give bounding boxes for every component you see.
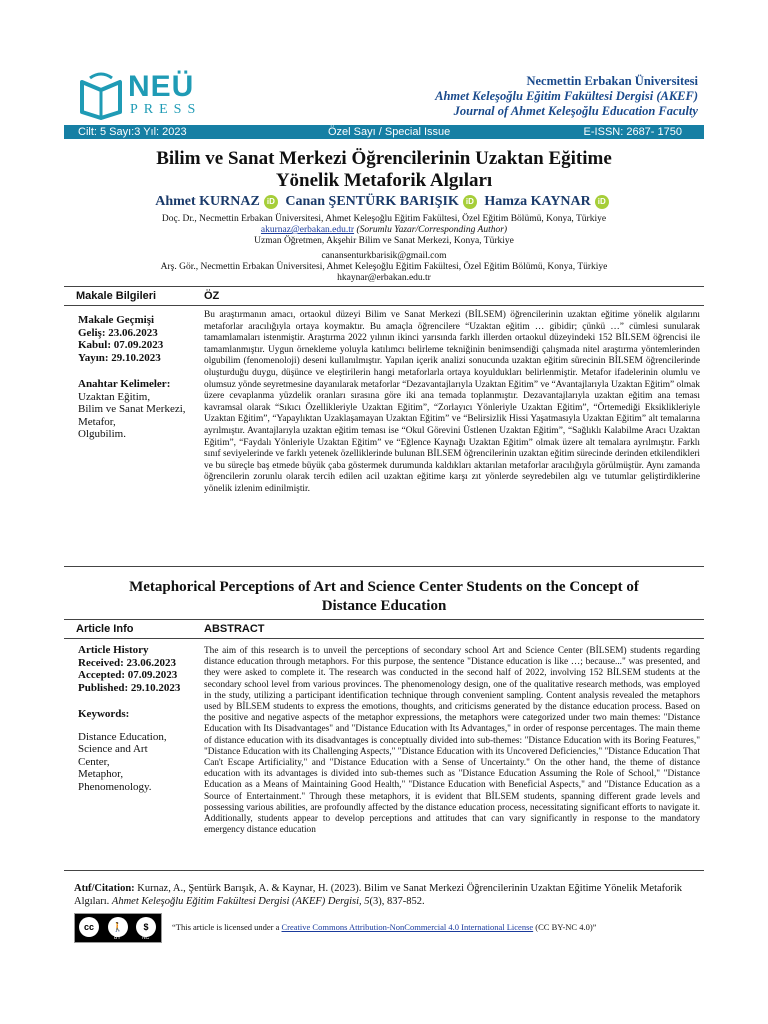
journal-info: [435, 74, 698, 119]
journal-name-en: Journal of Ahmet Keleşoğlu Education Faculty: [453, 104, 698, 118]
divider: [64, 870, 704, 871]
volume-info: Cilt: 5 Sayı:3 Yıl: 2023: [78, 126, 187, 138]
tr-keyword: Bilim ve Sanat Merkezi,: [78, 403, 186, 415]
affiliation-2: Uzman Öğretmen, Akşehir Bilim ve Sanat Merkezi, Konya, Türkiye: [254, 236, 514, 246]
affiliation-1: Doç. Dr., Necmettin Erbakan Üniversitesi, Ahmet Keleşoğlu Eğitim Fakültesi, Özel Eğitim Bölümü, Konya, Türkiye akurnaz@erbakan.edu.tr (Sorumlu Yazar/Corresponding Author) Uzman Öğretmen, Akşehir Bilim ve Sanat Merkezi, Konya, Türkiye: [64, 214, 704, 247]
tr-keyword: Uzaktan Eğitim,: [78, 390, 151, 403]
en-keyword: Phenomenology.: [78, 780, 152, 793]
person-icon: 🚶: [108, 917, 128, 937]
orcid-icon[interactable]: iD: [463, 195, 477, 209]
logo-word: NEÜ: [128, 70, 195, 103]
en-section-header: Article Info ABSTRACT: [64, 619, 704, 639]
issue-bar: [64, 125, 704, 139]
no-dollar-icon: $: [136, 917, 156, 937]
eissn: E-ISSN: 2687- 1750: [583, 126, 682, 138]
cc-license-badge[interactable]: [74, 913, 162, 943]
en-article-info: Article History Received: 23.06.2023 Accepted: 07.09.2023 Published: 29.10.2023 Keywords: Distance Education, Science and Art Center, Metaphor, Phenomenology.: [78, 644, 198, 793]
license-text: “This article is licensed under a Creative Commons Attribution-NonCommercial 4.0 International License (CC BY-NC 4.0)”: [172, 922, 597, 932]
citation: Atıf/Citation: Kurnaz, A., Şentürk Barışık, A. & Kaynar, H. (2023). Bilim ve Sanat Merkezi Öğrencilerinin Uzaktan Eğitime Yönelik Metaforik Algıları. Ahmet Keleşoğlu Eğitim Fakültesi Dergisi (AKEF) Dergisi, 5(3), 837-852.: [74, 883, 683, 907]
author-list: [64, 194, 704, 210]
en-keyword: Metaphor,: [78, 768, 124, 780]
title-turkish: Bilim ve Sanat Merkezi Öğrencilerinin Uzaktan Eğitime Yönelik Metaforik Algıları: [156, 148, 612, 191]
special-issue: Özel Sayı / Special Issue: [328, 126, 451, 138]
affiliation-3: Arş. Gör., Necmettin Erbakan Üniversitesi, Ahmet Keleşoğlu Eğitim Fakültesi, Özel Eğitim Bölümü, Konya, Türkiye hkaynar@erbakan.edu.tr: [64, 262, 704, 284]
email-3[interactable]: hkaynar@erbakan.edu.tr: [337, 273, 431, 283]
logo-sub: PRESS: [130, 102, 202, 117]
en-keyword: Science and Art: [78, 743, 148, 755]
en-keyword: Center,: [78, 755, 110, 768]
tr-section-header: Makale Bilgileri ÖZ: [64, 286, 704, 306]
license-link[interactable]: Creative Commons Attribution-NonCommercial 4.0 International License: [281, 922, 534, 932]
author-3: Hamza KAYNAR: [484, 194, 591, 209]
author-2: Canan ŞENTÜRK BARIŞIK: [285, 194, 459, 209]
journal-name-tr: Ahmet Keleşoğlu Eğitim Fakültesi Dergisi (AKEF): [435, 89, 698, 103]
nc-label: NC: [142, 935, 150, 941]
author-1: Ahmet KURNAZ: [155, 194, 260, 209]
divider: [64, 566, 704, 567]
tr-keyword: Metafor,: [78, 415, 116, 428]
cc-icon: cc: [79, 917, 99, 937]
citation-label: Atıf/Citation:: [74, 883, 135, 894]
book-icon: [78, 72, 124, 120]
en-keyword: Distance Education,: [78, 730, 167, 743]
tr-abstract: Bu araştırmanın amacı, ortaokul düzeyi Bilim ve Sanat Merkezi (BİLSEM) öğrencilerinin uzaktan eğitime yönelik algılarını metaforlar aracılığıyla ortaya koymaktır. Bu amaçla öğrencilere “Uzaktan eğitim … gibidir; çünkü …” cümlesi sunularak tamamlamaları istenmiştir. Araştırma 2022 yılının ikinci yarısında farklı illerden ortaokul düzeyindeki 152 BİLSEM öğrencisi ile tamamlanmıştır. Uygun örnekleme yoluyla katılımcı belirleme tekniğinin benimsendiği çalışmada nitel araştırma yöntemlerinden olgubilim (fenomenoloji) deseni kullanılmıştır. Yapılan içerik analizi sonucunda uzaktan eğitim sürecinin BİLSEM öğrencilerinde oluşturduğu duygu, düşünce ve eleştirilerin hangi metaforlarla ortaya koyuldukları belirlenmiştir. Metafor ifadelerinin olumlu ve olumsuz yönde seyretmesine dayanılarak metaforlar “Dezavantajlarıyla Uzaktan Eğitim” ve “Avantajlarıyla Uzaktan Eğitim” olmak üzere cevaplanma yüzdelik oranları sırasına göre iki ana temada toplanmıştır. Dezavantajlarıyla uzaktan eğitim ana teması kavramsal olarak “Sıkıcı Özellikleriyle Uzaktan Eğitim”, “Zorlayıcı Yönleriyle Uzaktan Eğitim”, “Örtemediği Eksiklikleriyle Uzaktan Eğitim”, “Yapaylıktan Uzaklaşamayan Uzaktan Eğitim” ve “Belirsizlik Hissi Yaşatmasıyla Uzaktan Eğitim” alt temalarına ayrılmıştır. Avantajlarıyla uzaktan eğitim teması ise “Okul Görevini Üstlenen Uzaktan Eğitim”, “Sağlıklı Kalabilme Aracı Uzaktan Eğitim”, “Faydalı Yönleriyle Uzaktan Eğitim” ve “Eğlence Kaynağı Uzaktan Eğitim” olmak üzere alt temalara ayrılmıştır. Farklı sınıf seviyelerinde ve farklı yetenek özelliklerinde bulunan BİLSEM öğrencilerinin uzaktan eğitim sürecinde derinden etkilendikleri ve bu süreçle baş etmede büyük çaba göstermek durumunda kaldıkları aktarılan metaforlar aracılığıyla görülmüştür. Aynı zamanda öğrencilerin zorunlu olarak tercih edilen acil uzaktan eğitime karşı zıt yönlerde seyredebilen algı ve tutumlar geliştirdiklerine yönelik izlenim edinilmiştir.: [204, 310, 700, 494]
en-abstract: The aim of this research is to unveil the perceptions of secondary school Art and Science Center (BİLSEM) students regarding distance education through metaphors. For this purpose, the sentence "Distance education is like …; because..." was presented, and they were asked to complete it. The research was conducted in the second half of 2022, involving 152 BİLSEM students at the secondary school level from various provinces. The phenomenology design, one of the qualitative research methods, was employed in the study, utilizing a participant identification technique through convenient sampling. Content analysis revealed the metaphors used by BİLSEM students to express the emotions, thoughts, and criticisms generated by the distance education process. Based on the positive and negative aspects of the metaphor expressions, the metaphors were categorized under two main themes: "Distance Education with Its Disadvantages" and "Distance Education with Its Advantages," in order of response percentages. The main theme of distance education with its disadvantages is conceptually divided into sub-themes: "Distance Education with its Boring Features," "Distance Education with its Challenging Aspects," "Distance Education with its Uncovered Deficiencies," "Distance Education That Can't Escape Artificiality," and "Distance Education with a Sense of Uncertainty." On the other hand, the theme of distance education with its advantages is divided into sub-themes such as "Distance Education Assuming the Role of School," "Distance Education as a Means of Maintaining Good Health," "Distance Education with Beneficial Aspects," and "Distance Education as a Source of Entertainment." Through these metaphors, it is evident that BİLSEM students, spanning different grade levels and possessing various abilities, are profoundly affected by the distance education process, necessitating significant efforts to navigate it. Additionally, students appear to develop perceptions and attitudes that can vary significantly in response to the mandatory emergency distance education: [204, 646, 700, 836]
orcid-icon[interactable]: iD: [595, 195, 609, 209]
tr-keyword: Olgubilim.: [78, 428, 126, 440]
email-1-link[interactable]: akurnaz@erbakan.edu.tr: [260, 225, 355, 235]
by-label: BY: [114, 935, 121, 941]
tr-article-info: Makale Geçmişi Geliş: 23.06.2023 Kabul: 07.09.2023 Yayın: 29.10.2023 Anahtar Kelimeler: Uzaktan Eğitim, Bilim ve Sanat Merkezi, Metafor, Olgubilim.: [78, 314, 198, 441]
orcid-icon[interactable]: iD: [264, 195, 278, 209]
email-2: canansenturkbarisik@gmail.com: [321, 251, 447, 261]
title-english: Metaphorical Perceptions of Art and Science Center Students on the Concept of Distance Education: [129, 579, 639, 614]
neu-press-logo: [78, 70, 218, 124]
institution-name: Necmettin Erbakan Üniversitesi: [526, 74, 698, 88]
